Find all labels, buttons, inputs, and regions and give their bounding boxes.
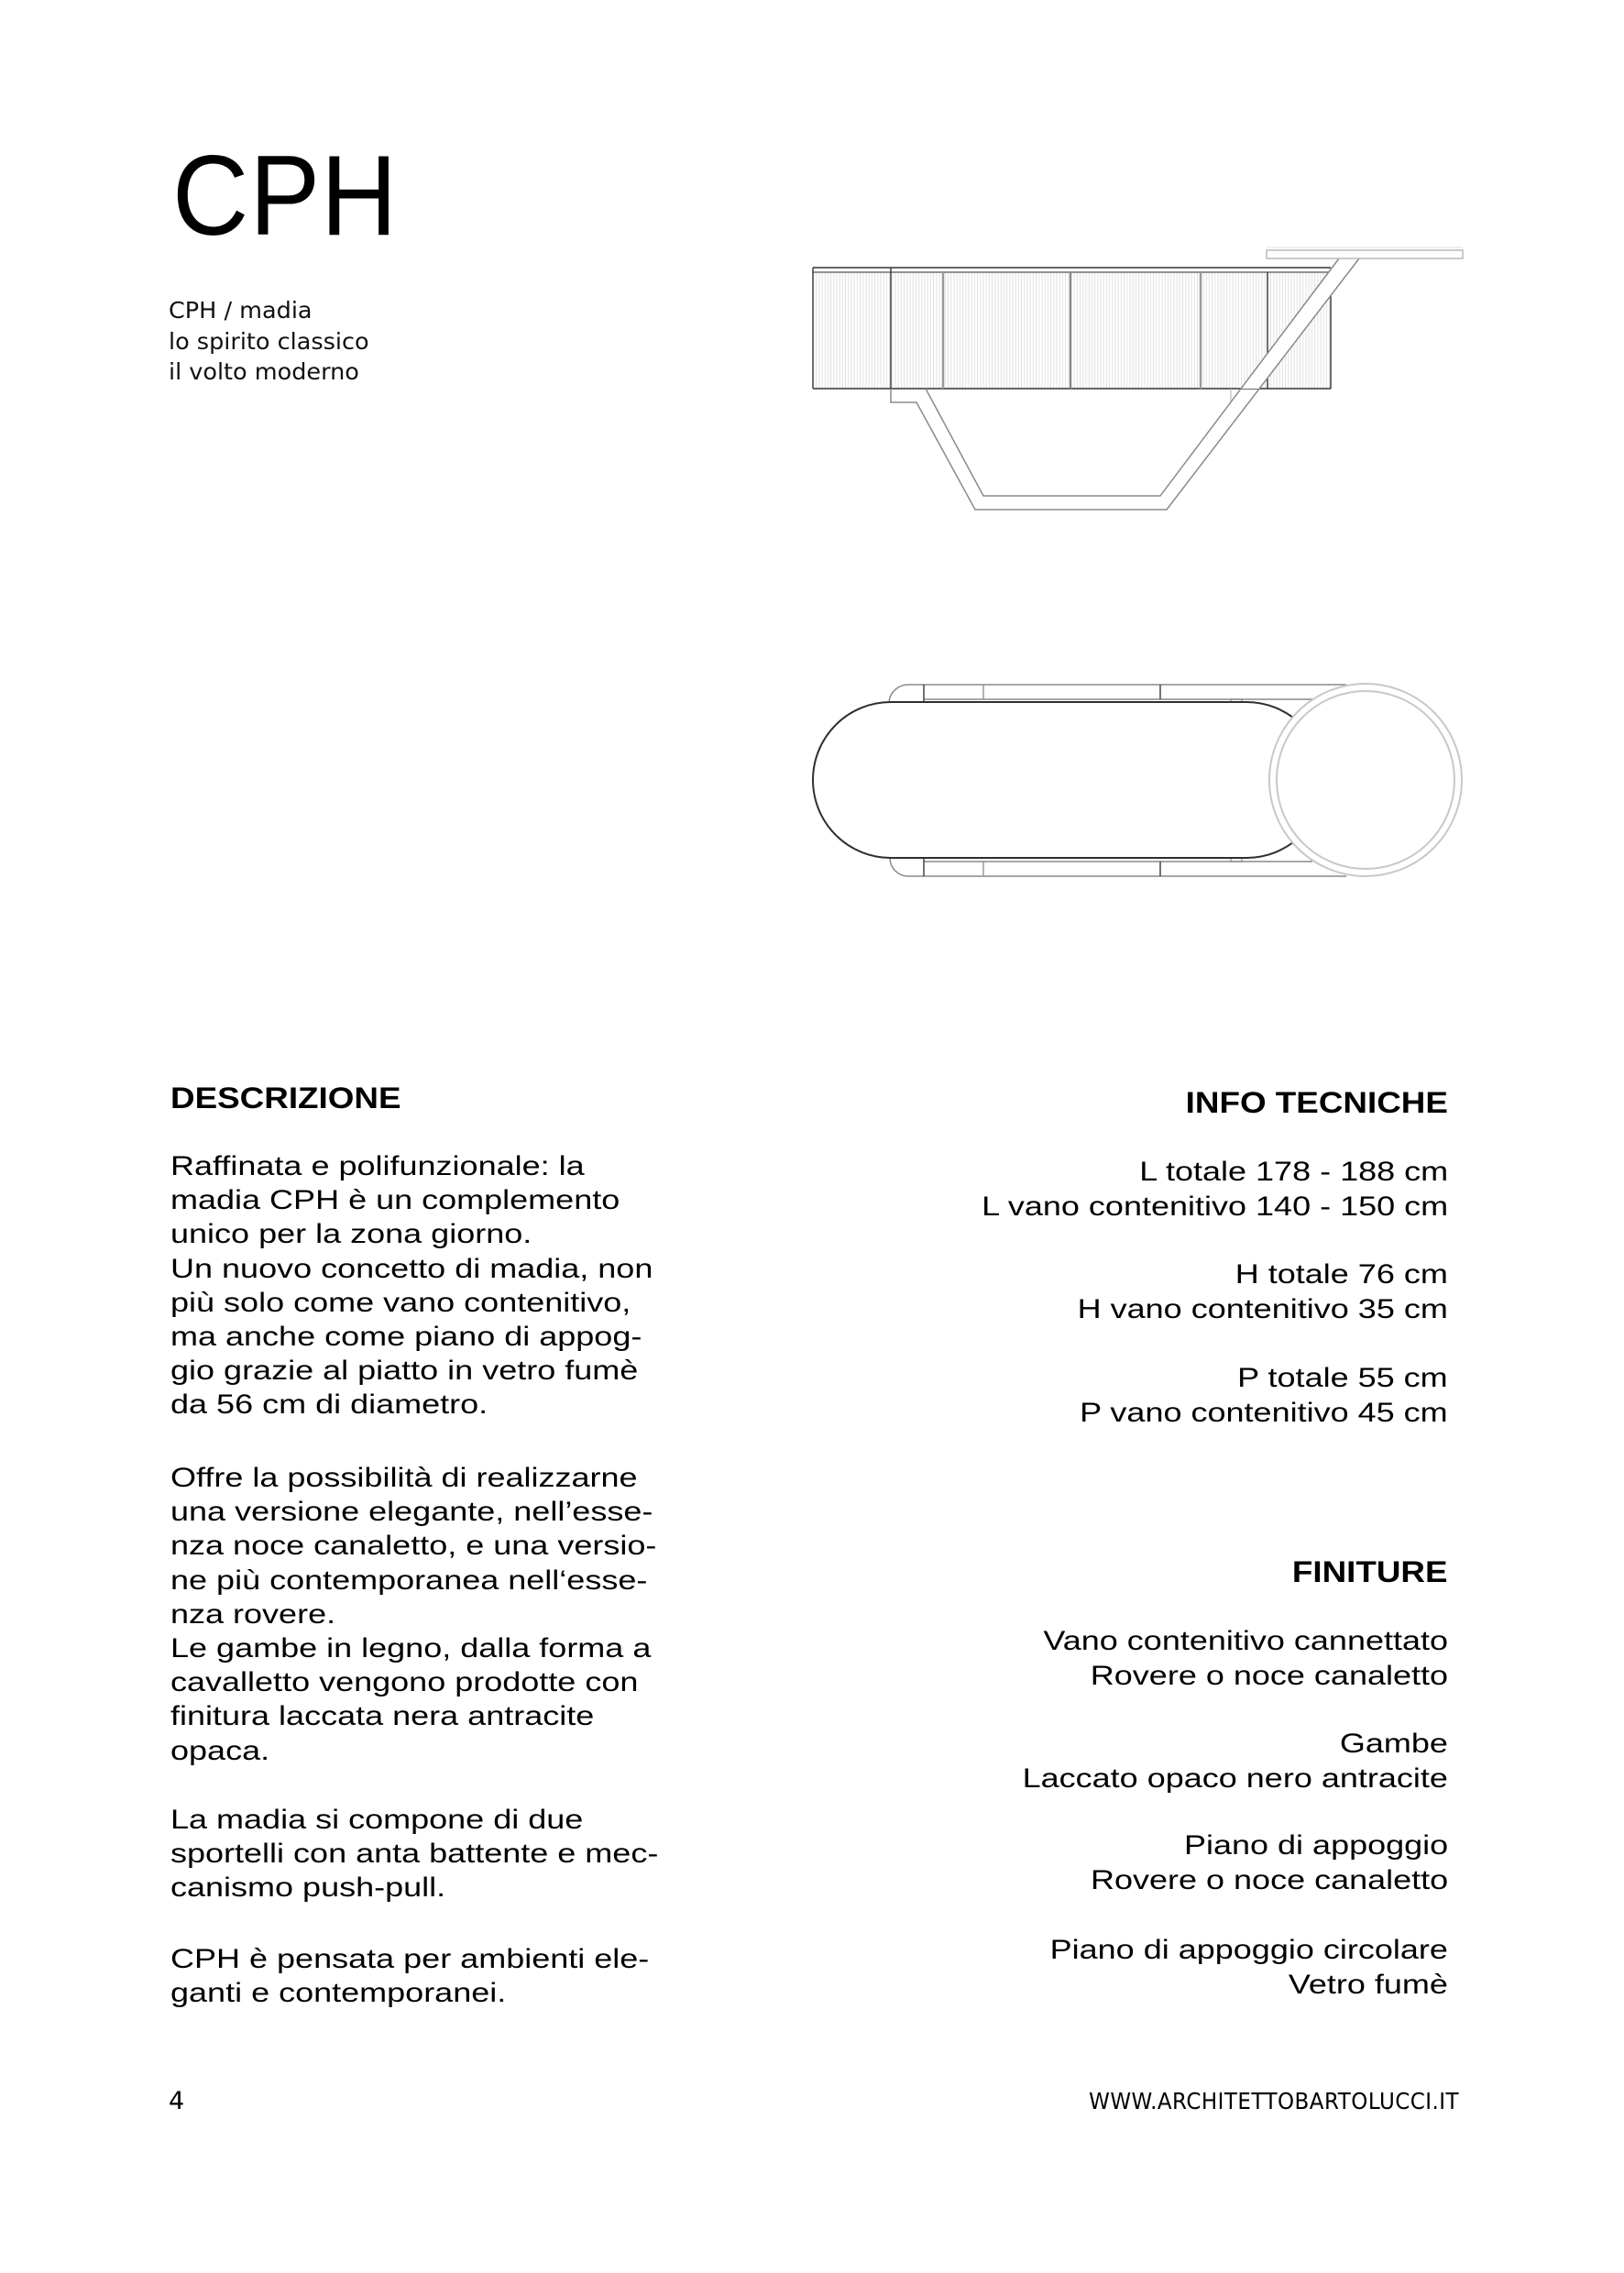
- finish-line: Rovere o noce canaletto: [1090, 1660, 1448, 1691]
- text-line: più solo come vano contenitivo,: [170, 1287, 631, 1318]
- spec-line: L totale 178 - 188 cm: [1139, 1157, 1448, 1187]
- text-line: da 56 cm di diametro.: [170, 1389, 488, 1421]
- finish-group: [1043, 1624, 1448, 1693]
- description-paragraph: [170, 1149, 653, 1422]
- text-line: gio grazie al piatto in vetro fumè: [170, 1356, 639, 1387]
- text-line: unico per la zona giorno.: [170, 1219, 532, 1250]
- spec-line: L vano contenitivo 140 - 150 cm: [982, 1191, 1448, 1222]
- finish-group: [1023, 1727, 1448, 1795]
- text-line: La madia si compone di due: [170, 1805, 584, 1835]
- text-line: madia CPH è un complemento: [170, 1185, 620, 1216]
- spec-line: H totale 76 cm: [1234, 1259, 1448, 1290]
- finish-line: Vetro fumè: [1288, 1969, 1448, 2000]
- top-plan-drawing: [813, 684, 1462, 876]
- finish-group: [1050, 1933, 1448, 2002]
- finish-line: Vano contenitivo cannettato: [1043, 1626, 1448, 1656]
- product-title: CPH: [172, 133, 399, 259]
- finish-line: Piano di appoggio: [1183, 1830, 1448, 1861]
- description-paragraph: [170, 1803, 658, 1905]
- glass-top: [1267, 250, 1463, 258]
- text-line: Le gambe in legno, dalla forma a: [170, 1632, 652, 1664]
- finish-group: [1091, 1828, 1448, 1897]
- finish-line: Laccato opaco nero antracite: [1022, 1762, 1448, 1794]
- glass-circle-outer: [1269, 684, 1462, 876]
- text-line: canismo push-pull.: [170, 1872, 446, 1904]
- finiture-heading: FINITURE: [1292, 1555, 1448, 1588]
- text-line: nza rovere.: [170, 1598, 336, 1630]
- page-number: 4: [169, 2087, 185, 2115]
- finish-line: Gambe: [1339, 1729, 1448, 1759]
- description-paragraph: [170, 1461, 656, 1768]
- text-line: CPH è pensata per ambienti ele-: [170, 1944, 650, 1974]
- text-line: Raffinata e polifunzionale: la: [170, 1151, 585, 1181]
- text-line: finitura laccata nera antracite: [170, 1701, 595, 1732]
- spec-line: P totale 55 cm: [1237, 1363, 1448, 1393]
- info-tecniche-heading: INFO TECNICHE: [1185, 1086, 1448, 1119]
- frame-bottom-outer: [890, 858, 1346, 876]
- text-line: una versione elegante, nell’esse-: [170, 1497, 653, 1528]
- text-line: ma anche come piano di appog-: [170, 1321, 642, 1352]
- text-line: nza noce canaletto, e una versio-: [170, 1531, 657, 1562]
- spec-line: H vano contenitivo 35 cm: [1077, 1293, 1448, 1324]
- spec-group-height: [1078, 1257, 1448, 1326]
- subtitle-line: lo spirito classico: [169, 327, 369, 355]
- description-heading: DESCRIZIONE: [170, 1082, 401, 1115]
- text-line: ne più contemporanea nell‘esse-: [170, 1565, 648, 1596]
- text-line: opaca.: [170, 1735, 270, 1766]
- spec-line: P vano contenitivo 45 cm: [1080, 1397, 1448, 1428]
- text-line: Un nuovo concetto di madia, non: [170, 1253, 653, 1284]
- website-link[interactable]: WWW.ARCHITETTOBARTOLUCCI.IT: [1089, 2088, 1459, 2114]
- text-line: Offre la possibilità di realizzarne: [170, 1463, 638, 1493]
- finish-line: Rovere o noce canaletto: [1090, 1864, 1448, 1895]
- cabinet-top-capsule: [813, 702, 1324, 858]
- description-paragraph: [170, 1942, 649, 2010]
- text-line: sportelli con anta battente e mec-: [170, 1839, 659, 1870]
- subtitle-line: CPH / madia: [169, 297, 313, 324]
- spec-group-depth: [1080, 1361, 1448, 1430]
- spec-group-length: [982, 1155, 1448, 1224]
- text-line: ganti e contemporanei.: [170, 1978, 507, 2009]
- subtitle-line: il volto moderno: [169, 358, 359, 385]
- front-elevation-drawing: [813, 247, 1463, 510]
- finish-line: Piano di appoggio circolare: [1049, 1935, 1448, 1965]
- text-line: cavalletto vengono prodotte con: [170, 1667, 639, 1698]
